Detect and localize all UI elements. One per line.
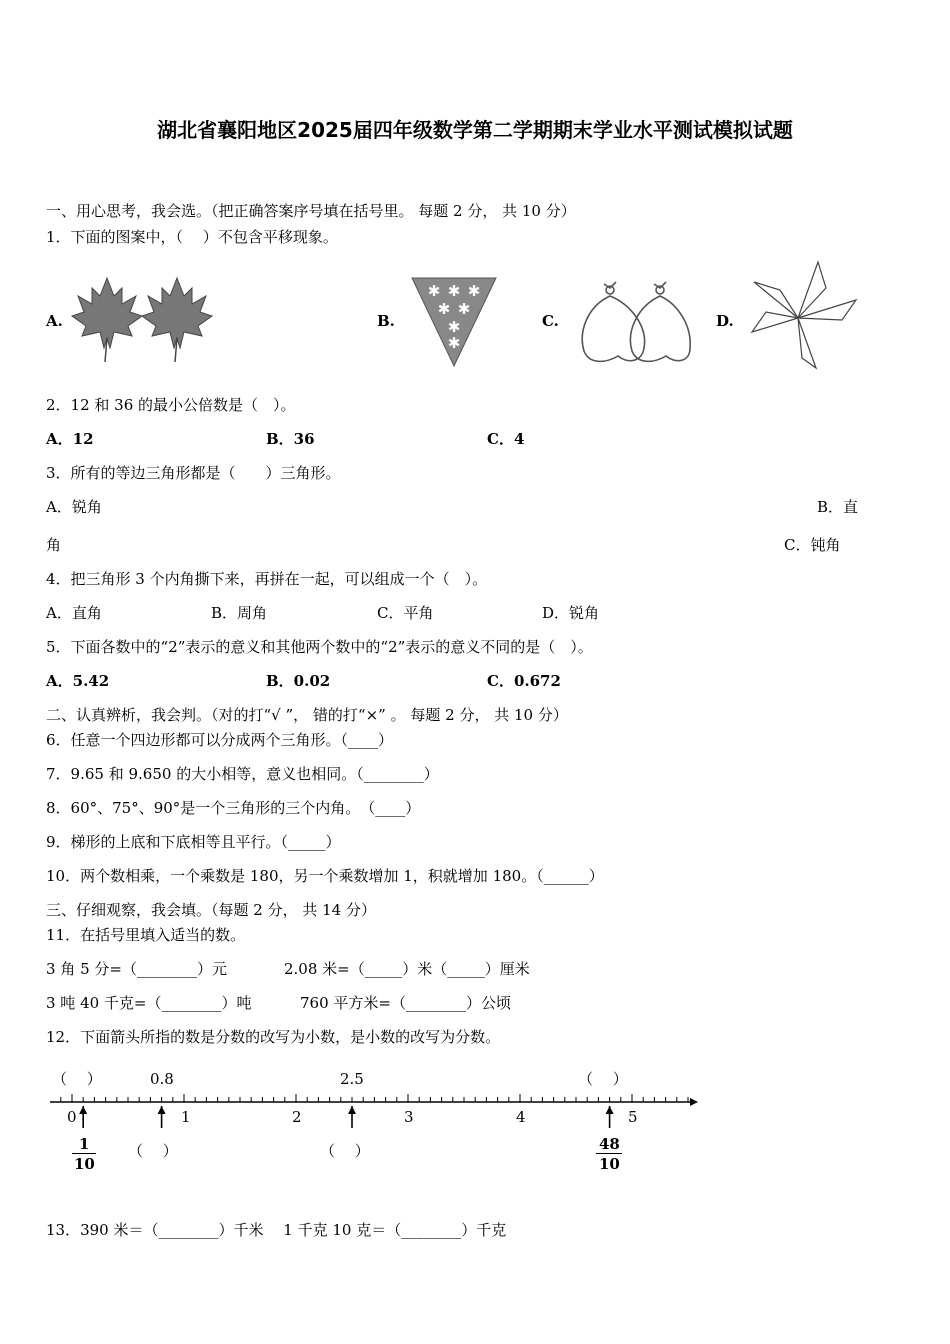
q11-item-a: 3 角 5 分=（________）元 xyxy=(46,960,227,978)
q4-option-c: C．平角 xyxy=(377,604,434,622)
fraction-1-bar xyxy=(72,1153,96,1154)
answer-blank-2: （ ） xyxy=(320,1142,370,1160)
q1-option-a-label: A. xyxy=(46,312,63,330)
axis-label-2: 2 xyxy=(292,1108,302,1126)
question-5-stem: 5．下面各数中的“2”表示的意义和其他两个数中的“2”表示的意义不同的是（ ）。 xyxy=(46,638,593,656)
axis-label-5: 5 xyxy=(628,1108,638,1126)
pointer-arrow-head xyxy=(79,1106,87,1114)
pointer-arrow-head xyxy=(158,1106,166,1114)
axis-arrowhead xyxy=(690,1098,698,1106)
question-12-stem: 12．下面箭头所指的数是分数的改写为小数，是小数的改写为分数。 xyxy=(46,1028,501,1046)
svg-text:✱: ✱ xyxy=(467,282,481,300)
question-9: 9．梯形的上底和下底相等且平行。（_____） xyxy=(46,833,341,851)
answer-blank-1: （ ） xyxy=(128,1142,178,1160)
q2-option-c: C．4 xyxy=(487,430,525,448)
q2-option-a: A．12 xyxy=(46,430,94,448)
fraction-2-denominator: 10 xyxy=(599,1155,620,1173)
question-1-stem: 1．下面的图案中，（ ）不包含平移现象。 xyxy=(46,228,338,246)
question-3-stem: 3．所有的等边三角形都是（ ）三角形。 xyxy=(46,464,341,482)
top-label-blank-1: （ ） xyxy=(52,1070,102,1088)
svg-text:✱: ✱ xyxy=(447,282,461,300)
section-3-heading: 三、仔细观察，我会填。（每题 2 分， 共 14 分） xyxy=(46,901,376,919)
pointer-arrow-head xyxy=(348,1106,356,1114)
question-13: 13．390 米＝（________）千米 1 千克 10 克＝（________）千克 xyxy=(46,1221,507,1239)
question-2-stem: 2．12 和 36 的最小公倍数是（ ）。 xyxy=(46,396,296,414)
page-title: 湖北省襄阳地区2025届四年级数学第二学期期末学业水平测试模拟试题 xyxy=(157,118,793,142)
svg-text:✱: ✱ xyxy=(427,282,441,300)
q1-option-d-label: D. xyxy=(716,312,734,330)
axis-label-0: 0 xyxy=(67,1108,77,1126)
question-10: 10．两个数相乘，一个乘数是 180，另一个乘数增加 1，积就增加 180。（______） xyxy=(46,867,604,885)
q4-option-a: A．直角 xyxy=(46,604,102,622)
q3-option-c: C．钝角 xyxy=(784,536,841,554)
svg-text:✱: ✱ xyxy=(447,334,461,352)
fraction-1-numerator: 1 xyxy=(79,1135,90,1153)
question-8: 8．60°、75°、90°是一个三角形的三个内角。 （____） xyxy=(46,799,421,817)
svg-text:✱: ✱ xyxy=(447,318,461,336)
top-label-0-8: 0.8 xyxy=(150,1070,174,1088)
fraction-1-denominator: 10 xyxy=(74,1155,95,1173)
pointer-arrow-head xyxy=(606,1106,614,1114)
q11-item-b: 2.08 米=（_____）米（_____）厘米 xyxy=(284,960,530,978)
section-1-heading: 一、用心思考，我会选。（把正确答案序号填在括号里。 每题 2 分， 共 10 分） xyxy=(46,202,576,220)
top-label-blank-2: （ ） xyxy=(578,1070,628,1088)
fraction-2-numerator: 48 xyxy=(599,1135,620,1153)
q4-option-b: B．周角 xyxy=(211,604,268,622)
axis-label-1: 1 xyxy=(181,1108,191,1126)
q1-option-b-label: B. xyxy=(377,312,395,330)
svg-text:✱: ✱ xyxy=(437,300,451,318)
question-11-stem: 11．在括号里填入适当的数。 xyxy=(46,926,246,944)
top-label-2-5: 2.5 xyxy=(340,1070,364,1088)
svg-text:✱: ✱ xyxy=(457,300,471,318)
q5-option-b: B．0.02 xyxy=(266,672,331,690)
q4-option-d: D．锐角 xyxy=(542,604,600,622)
fraction-2-bar xyxy=(596,1153,622,1154)
q11-item-d: 760 平方米=（________）公顷 xyxy=(300,994,511,1012)
q3-option-b-continued: 角 xyxy=(46,536,62,554)
q5-option-c: C．0.672 xyxy=(487,672,561,690)
q3-option-a: A．锐角 xyxy=(46,498,102,516)
question-7: 7．9.65 和 9.650 的大小相等，意义也相同。（________） xyxy=(46,765,439,783)
q1-option-c-label: C. xyxy=(542,312,559,330)
axis-label-4: 4 xyxy=(516,1108,526,1126)
question-6: 6．任意一个四边形都可以分成两个三角形。（____） xyxy=(46,731,394,749)
q3-option-b: B．直 xyxy=(817,498,859,516)
axis-label-3: 3 xyxy=(404,1108,414,1126)
q5-option-a: A．5.42 xyxy=(46,672,110,690)
q11-item-c: 3 吨 40 千克=（________）吨 xyxy=(46,994,252,1012)
section-2-heading: 二、认真辨析，我会判。（对的打“√ ”， 错的打“×” 。 每题 2 分， 共 10 分） xyxy=(46,706,568,724)
q2-option-b: B．36 xyxy=(266,430,315,448)
question-4-stem: 4．把三角形 3 个内角撕下来，再拼在一起，可以组成一个（ ）。 xyxy=(46,570,488,588)
